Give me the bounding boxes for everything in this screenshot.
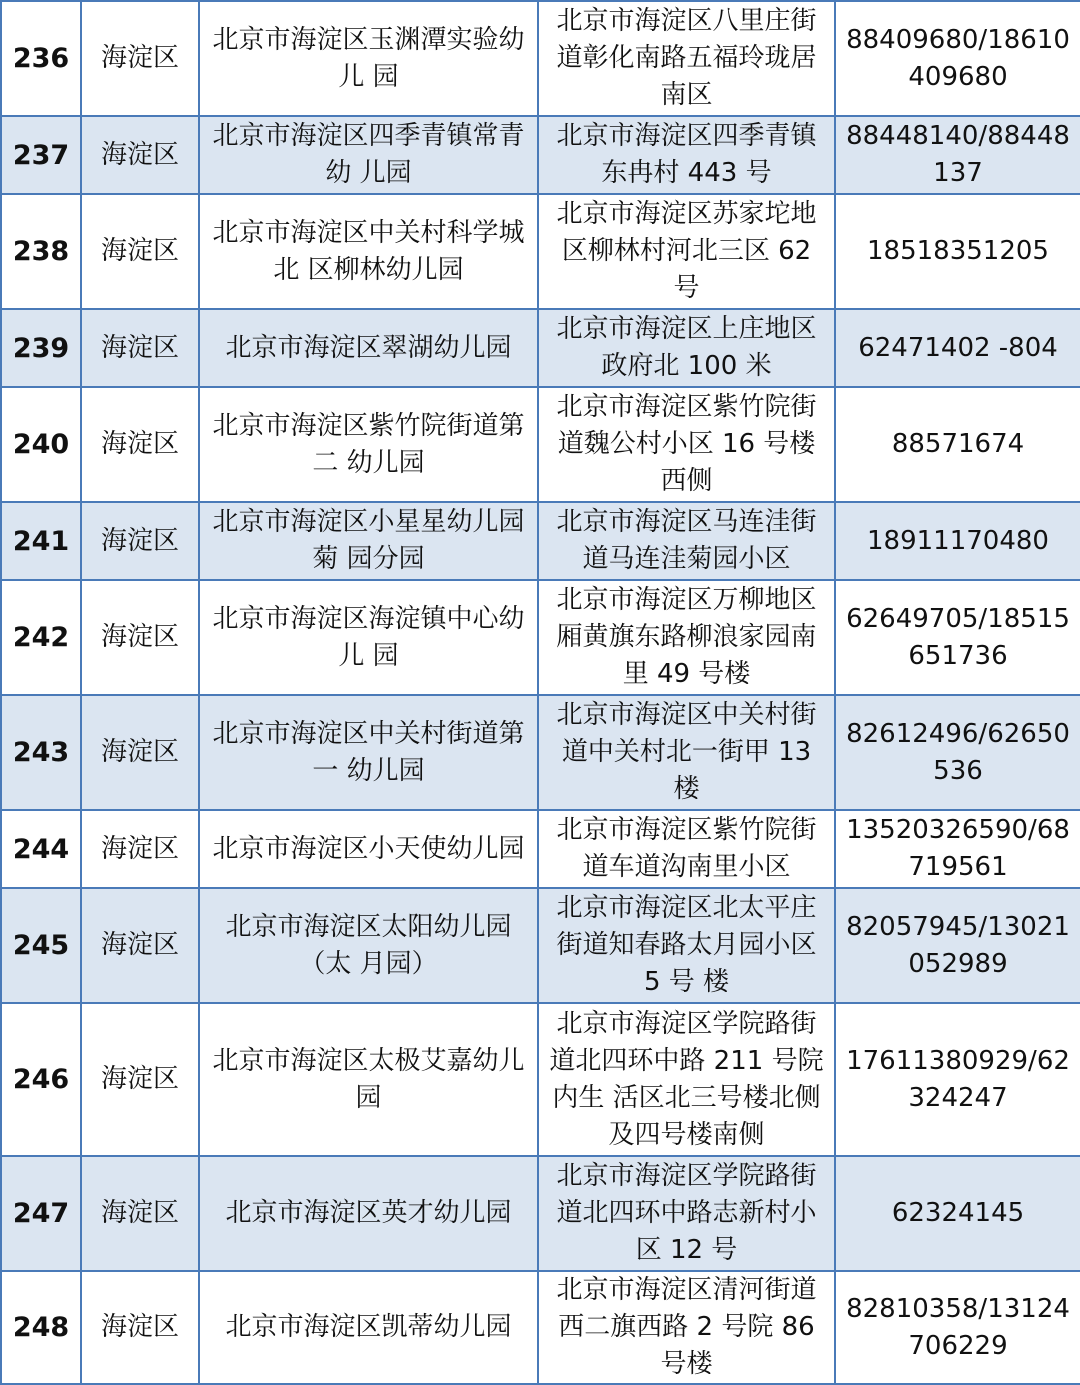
table-row — [1, 695, 1080, 810]
address-cell: 北京市海淀区学院路街道北四环中路 211 号院内生 活区北三号楼北侧及四号楼南侧 — [538, 1003, 835, 1156]
address-cell: 北京市海淀区马连洼街道马连洼菊园小区 — [538, 502, 835, 580]
phone-cell: 62324145 — [835, 1156, 1080, 1271]
kindergarten-name-cell: 北京市海淀区太阳幼儿园（太 月园） — [199, 888, 538, 1003]
phone-cell: 82612496/62650536 — [835, 695, 1080, 810]
row-number: 242 — [1, 580, 81, 695]
district-cell: 海淀区 — [81, 810, 199, 888]
table-row — [1, 194, 1080, 309]
address-cell: 北京市海淀区中关村街道中关村北一街甲 13 楼 — [538, 695, 835, 810]
address-cell: 北京市海淀区万柳地区厢黄旗东路柳浪家园南里 49 号楼 — [538, 580, 835, 695]
phone-cell: 62471402 -804 — [835, 309, 1080, 387]
kindergarten-name-cell: 北京市海淀区凯蒂幼儿园 — [199, 1271, 538, 1384]
address-cell: 北京市海淀区清河街道西二旗西路 2 号院 86 号楼 — [538, 1271, 835, 1384]
address-cell: 北京市海淀区苏家坨地区柳林村河北三区 62 号 — [538, 194, 835, 309]
address-cell: 北京市海淀区紫竹院街道车道沟南里小区 — [538, 810, 835, 888]
row-number: 245 — [1, 888, 81, 1003]
address-cell: 北京市海淀区四季青镇东冉村 443 号 — [538, 116, 835, 194]
address-cell: 北京市海淀区上庄地区政府北 100 米 — [538, 309, 835, 387]
district-cell: 海淀区 — [81, 1, 199, 116]
row-number: 241 — [1, 502, 81, 580]
district-cell: 海淀区 — [81, 1271, 199, 1384]
table-row — [1, 1271, 1080, 1384]
kindergarten-name-cell: 北京市海淀区四季青镇常青幼 儿园 — [199, 116, 538, 194]
row-number: 248 — [1, 1271, 81, 1384]
district-cell: 海淀区 — [81, 309, 199, 387]
row-number: 237 — [1, 116, 81, 194]
district-cell: 海淀区 — [81, 194, 199, 309]
table-row — [1, 888, 1080, 1003]
kindergarten-name-cell: 北京市海淀区玉渊潭实验幼儿 园 — [199, 1, 538, 116]
district-cell: 海淀区 — [81, 502, 199, 580]
table-row — [1, 502, 1080, 580]
kindergarten-name-cell: 北京市海淀区英才幼儿园 — [199, 1156, 538, 1271]
row-number: 236 — [1, 1, 81, 116]
phone-cell: 18911170480 — [835, 502, 1080, 580]
kindergarten-name-cell: 北京市海淀区海淀镇中心幼儿 园 — [199, 580, 538, 695]
table-row — [1, 116, 1080, 194]
phone-cell: 82810358/13124706229 — [835, 1271, 1080, 1384]
table-row — [1, 810, 1080, 888]
kindergarten-name-cell: 北京市海淀区中关村街道第一 幼儿园 — [199, 695, 538, 810]
row-number: 246 — [1, 1003, 81, 1156]
kindergarten-name-cell: 北京市海淀区紫竹院街道第二 幼儿园 — [199, 387, 538, 502]
kindergarten-name-cell: 北京市海淀区翠湖幼儿园 — [199, 309, 538, 387]
phone-cell: 62649705/18515651736 — [835, 580, 1080, 695]
phone-cell: 82057945/13021052989 — [835, 888, 1080, 1003]
kindergarten-name-cell: 北京市海淀区中关村科学城北 区柳林幼儿园 — [199, 194, 538, 309]
address-cell: 北京市海淀区北太平庄街道知春路太月园小区 5 号 楼 — [538, 888, 835, 1003]
row-number: 247 — [1, 1156, 81, 1271]
table-row — [1, 580, 1080, 695]
address-cell: 北京市海淀区紫竹院街道魏公村小区 16 号楼西侧 — [538, 387, 835, 502]
row-number: 244 — [1, 810, 81, 888]
kindergarten-name-cell: 北京市海淀区太极艾嘉幼儿园 — [199, 1003, 538, 1156]
district-cell: 海淀区 — [81, 580, 199, 695]
table-row — [1, 1003, 1080, 1156]
district-cell: 海淀区 — [81, 888, 199, 1003]
kindergarten-name-cell: 北京市海淀区小星星幼儿园菊 园分园 — [199, 502, 538, 580]
phone-cell: 17611380929/62324247 — [835, 1003, 1080, 1156]
row-number: 240 — [1, 387, 81, 502]
table-row — [1, 387, 1080, 502]
district-cell: 海淀区 — [81, 695, 199, 810]
district-cell: 海淀区 — [81, 1003, 199, 1156]
phone-cell: 18518351205 — [835, 194, 1080, 309]
phone-cell: 88448140/88448137 — [835, 116, 1080, 194]
table-row — [1, 1, 1080, 116]
table-row — [1, 309, 1080, 387]
address-cell: 北京市海淀区八里庄街道彰化南路五福玲珑居南区 — [538, 1, 835, 116]
kindergarten-name-cell: 北京市海淀区小天使幼儿园 — [199, 810, 538, 888]
district-cell: 海淀区 — [81, 116, 199, 194]
row-number: 239 — [1, 309, 81, 387]
address-cell: 北京市海淀区学院路街道北四环中路志新村小区 12 号 — [538, 1156, 835, 1271]
row-number: 243 — [1, 695, 81, 810]
row-number: 238 — [1, 194, 81, 309]
district-cell: 海淀区 — [81, 387, 199, 502]
table-row — [1, 1156, 1080, 1271]
phone-cell: 13520326590/68719561 — [835, 810, 1080, 888]
phone-cell: 88409680/18610409680 — [835, 1, 1080, 116]
phone-cell: 88571674 — [835, 387, 1080, 502]
district-cell: 海淀区 — [81, 1156, 199, 1271]
